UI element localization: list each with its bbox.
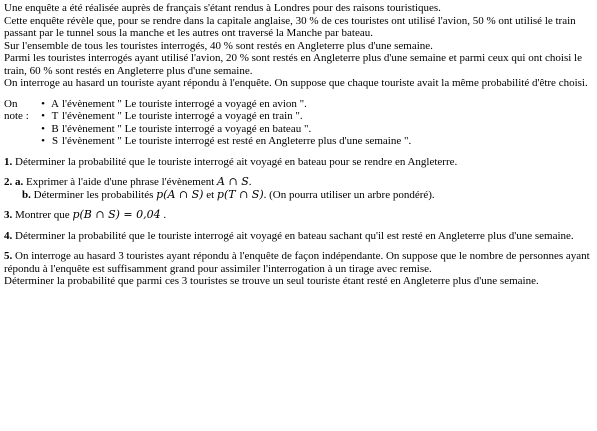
question-2b (4, 189, 595, 202)
event-description: l'évènement " Le touriste interrogé a voyagé en train ". (62, 110, 303, 122)
question-number: 5. (4, 250, 13, 262)
math-expression: p(T ∩ S) (216, 187, 264, 201)
math-expression: p(A ∩ S) (156, 187, 204, 201)
intro-section (4, 2, 595, 90)
notation-section (4, 98, 595, 148)
question-text: Exprimer à l'aide d'une phrase l'évènement (26, 176, 215, 188)
question-connector: et (206, 188, 215, 201)
notation-list (38, 98, 411, 148)
question-number: 2. a. (4, 176, 24, 188)
question-number: 4. (4, 229, 13, 242)
intro-line-3: Sur l'ensemble de tous les touristes interrogés, 40 % sont restés en Angleterre plus d'une semaine. (4, 39, 433, 52)
bullet-icon: • (41, 97, 45, 110)
question-3 (4, 209, 595, 222)
event-description: l'évènement " Le touriste interrogé a voyagé en bateau ". (62, 122, 312, 135)
question-text: On interroge au hasard 3 touristes ayant répondu à l'enquête de façon indépendante. On suppose que le nombre de personnes ayant répondu à l'enquête est suffisamment grand pour assimiler l'interrogation à un tirage avec remise. (4, 250, 590, 275)
notation-item-t (38, 110, 411, 123)
question-end: . (163, 209, 167, 221)
event-symbol: T (51, 110, 59, 122)
question-4 (4, 230, 595, 243)
question-text: Déterminer la probabilité que le touriste interrogé ait voyagé en bateau sachant qu'il est resté en Angleterre plus d'une semaine. (15, 229, 574, 242)
question-number: b. (22, 188, 31, 201)
question-1 (4, 156, 595, 169)
question-number: 1. (4, 155, 13, 168)
question-text: Déterminer la probabilité que le touriste interrogé ait voyagé en bateau pour se rendre en Angleterre. (15, 155, 458, 168)
intro-line-2: Cette enquête révèle que, pour se rendre dans la capitale anglaise, 30 % de ces touristes ont utilisé l'avion, 50 % ont utilisé le train passant par le tunnel sous la manche et les autres ont traversé la Manche par bateau. (4, 14, 576, 39)
intro-line-1: Une enquête a été réalisée auprès de français s'étant rendus à Londres pour des raisons touristiques. (4, 2, 441, 14)
intro-line-4: Parmi les touristes interrogés ayant utilisé l'avion, 20 % sont restés en Angleterre plus d'une semaine et parmi ceux qui ont choisi le train, 60 % sont restés en Angleterre plus d'une semaine. (4, 52, 582, 77)
intro-line-5: On interroge au hasard un touriste ayant répondu à l'enquête. On suppose que chaque touriste avait la même probabilité d'être choisi. (4, 77, 588, 89)
event-symbol: A (51, 97, 59, 110)
question-text: Montrer que (15, 209, 70, 221)
event-description: l'évènement " Le touriste interrogé a voyagé en avion ". (62, 97, 307, 110)
event-description: l'évènement " Le touriste interrogé est resté en Angleterre plus d'une semaine ". (62, 135, 412, 147)
question-end: . (On pourra utiliser un arbre pondéré). (263, 188, 435, 201)
notation-item-s (38, 135, 411, 148)
notation-label: On note : (4, 97, 29, 122)
notation-item-b (38, 123, 411, 136)
event-symbol: B (51, 122, 59, 135)
question-number: 3. (4, 209, 13, 221)
event-symbol: S (51, 135, 59, 147)
notation-item-a (38, 98, 411, 111)
question-2a (4, 176, 595, 189)
question-5 (4, 250, 595, 275)
question-5-task: Déterminer la probabilité que parmi ces 3 touristes se trouve un seul touriste étant resté en Angleterre plus d'une semaine. (4, 275, 539, 287)
question-end: . (248, 176, 252, 188)
question-text: Déterminer les probabilités (33, 188, 154, 201)
bullet-icon: • (41, 110, 45, 122)
math-expression: A ∩ S (217, 175, 249, 188)
math-expression: p(B ∩ S) = 0,04 (72, 208, 161, 221)
bullet-icon: • (41, 135, 45, 147)
bullet-icon: • (41, 122, 45, 135)
